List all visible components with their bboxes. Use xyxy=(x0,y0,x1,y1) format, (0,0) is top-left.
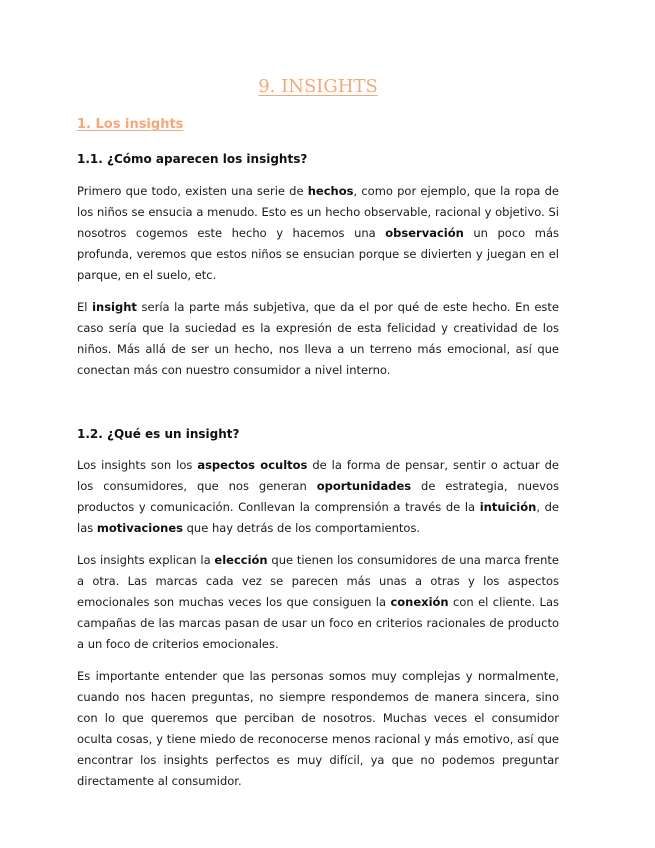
keyword-intuicion: intuición xyxy=(479,500,537,514)
keyword-hechos: hechos xyxy=(307,184,354,198)
keyword-conexion: conexión xyxy=(390,595,449,609)
paragraph: Los insights explican la elección que tienen los consumidores de una marca frente a otra. Las marcas cada vez se parecen más unas a otras y los aspectos emocionales son muchas veces los que consiguen la conexión con el cliente. Las campañas de las marcas pasan de usar un foco en criterios racionales de producto a un foco de criterios emocionales. xyxy=(77,553,559,651)
section-title: 1. Los insights xyxy=(77,117,184,132)
keyword-motivaciones: motivaciones xyxy=(96,521,183,535)
keyword-oportunidades: oportunidades xyxy=(316,479,412,493)
paragraph: Primero que todo, existen una serie de hechos, como por ejemplo, que la ropa de los niños se ensucia a menudo. Esto es un hecho observable, racional y objetivo. Si nosotros cogemos este hecho y hacemos una observación un poco más profunda, veremos que estos niños se ensucian porque se divierten y juegan en el parque, en el suelo, etc. xyxy=(77,184,559,282)
paragraph: Es importante entender que las personas somos muy complejas y normalmente, cuando nos hacen preguntas, no siempre respondemos de manera sincera, sino con lo que queremos que perciban de nosotros. Muchas veces el consumidor oculta cosas, y tiene miedo de reconocerse menos racional y más emotivo, así que encontrar los insights perfectos es muy difícil, ya que no podemos preguntar directamente al consumidor. xyxy=(77,669,559,788)
keyword-insight: insight xyxy=(92,300,137,314)
page-title: 9. INSIGHTS xyxy=(258,76,378,97)
paragraph: El insight sería la parte más subjetiva, que da el por qué de este hecho. En este caso sería que la suciedad es la expresión de esta felicidad y creatividad de los niños. Más allá de ser un hecho, nos lleva a un terreno más emocional, así que conectan más con nuestro consumidor a nivel interno. xyxy=(77,300,559,377)
subsection-heading-1-2: 1.2. ¿Qué es un insight? xyxy=(77,427,240,441)
keyword-aspectos-ocultos: aspectos ocultos xyxy=(197,458,308,472)
keyword-eleccion: elección xyxy=(214,553,268,567)
paragraph: Los insights son los aspectos ocultos de la forma de pensar, sentir o actuar de los consumidores, que nos generan oportunidades de estrategia, nuevos productos y comunicación. Conllevan la comprensión a través de la intuición, de las motivaciones que hay detrás de los comportamientos. xyxy=(77,458,559,535)
subsection-heading-1-1: 1.1. ¿Cómo aparecen los insights? xyxy=(77,152,308,166)
keyword-observacion: observación xyxy=(385,226,464,240)
